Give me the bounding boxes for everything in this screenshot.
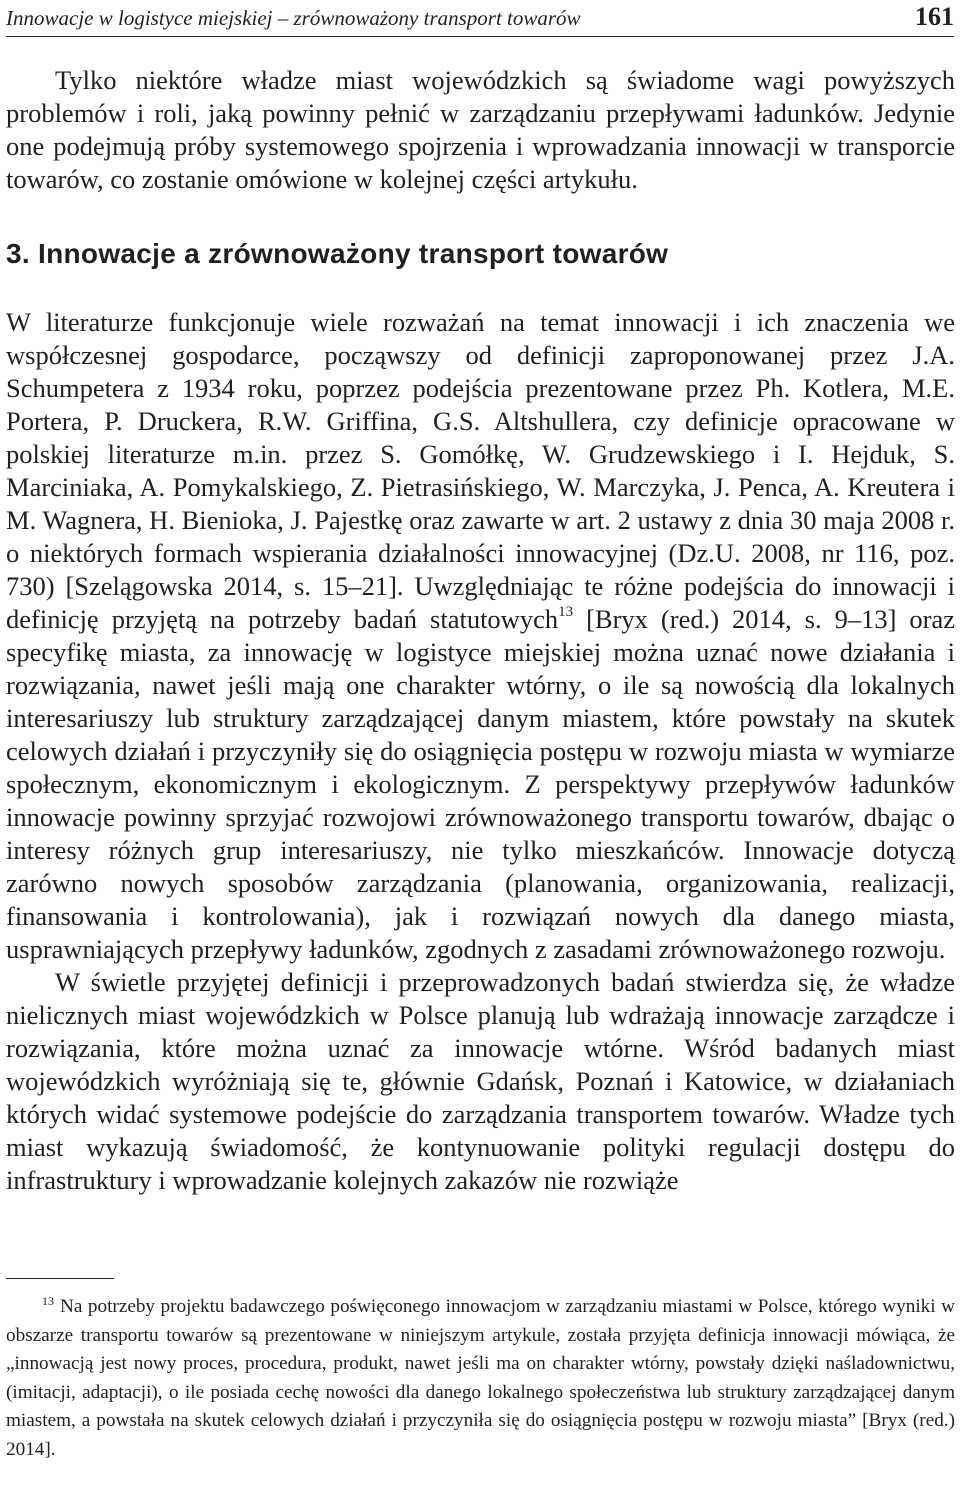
footnote-number: 13: [42, 1294, 54, 1308]
running-header-title: Innowacje w logistyce miejskiej – zrównoważony transport towarów: [6, 6, 581, 30]
section-heading: 3. Innowacje a zrównoważony transport towarów: [6, 238, 669, 269]
paragraph-findings: W świetle przyjętej definicji i przeprowadzonych badań stwierdza się, że władze nielicznych miast wojewódzkich w Polsce planują lub wdrażają innowacje zarządcze i rozwiązania, które można uznać za innowacje wtórne. Wśród badanych miast wojewódzkich wyróżniają się te, głównie Gdańsk, Poznań i Katowice, w działaniach których widać systemowe podejście do zarządzania transportem towarów. Władze tych miast wykazują świadomość, że kontynuowanie polityki regulacji dostępu do infrastruktury i wprowadzanie kolejnych zakazów nie rozwiąże: [6, 967, 955, 1195]
paragraph-literature-part2: [Bryx (red.) 2014, s. 9–13] oraz specyfikę miasta, za innowację w logistyce miejskiej można uznać nowe działania i rozwiązania, nawet jeśli mają one charakter wtórny, o ile są nowością dla lokalnych interesariuszy lub struktury zarządzającej danym miastem, które powstały na skutek celowych działań i przyczyniły się do osiągnięcia postępu w rozwoju miasta w wymiarze społecznym, ekonomicznym i ekologicznym. Z perspektywy przepływów ładunków innowacje powinny sprzyjać rozwojowi zrównoważonego transportu towarów, dbając o interesy różnych grup interesariuszy, nie tylko mieszkańców. Innowacje dotyczą zarówno nowych sposobów zarządzania (planowania, organizowania, realizacji, finansowania i kontrolowania), jak i rozwiązań nowych dla danego miasta, usprawniających przepływy ładunków, zgodnych z zasadami zrównoważonego rozwoju.: [6, 604, 956, 964]
paragraph-literature-part1: W literaturze funkcjonuje wiele rozważań na temat innowacji i ich znaczenia we współczesnej gospodarce, począwszy od definicji zaproponowanej przez J.A. Schumpetera z 1934 roku, poprzez podejścia prezentowane przez Ph. Kotlera, M.E. Portera, P. Druckera, R.W. Griffina, G.S. Altshullera, czy definicje opracowane w polskiej literaturze m.in. przez S. Gomółkę, W. Grudzewskiego i I. Hejduk, S. Marciniaka, A. Pomykalskiego, Z. Pietrasińskiego, W. Marczyka, J. Penca, A. Kreutera i M. Wagnera, H. Bienioka, J. Pajestkę oraz zawarte w art. 2 ustawy z dnia 30 maja 2008 r. o niektórych formach wspierania działalności innowacyjnej (Dz.U. 2008, nr 116, poz. 730) [Szelągowska 2014, s. 15–21]. Uwzględniając te różne podejścia do innowacji i definicję przyjętą na potrzeby badań statutowych: [6, 307, 955, 634]
paragraph-literature: [6, 306, 955, 966]
footnote-13: [6, 1293, 955, 1464]
footnote-reference[interactable]: 13: [558, 604, 574, 620]
footnotes: [6, 1293, 955, 1464]
main-text: [6, 64, 955, 1197]
paragraph-intro: Tylko niektóre władze miast wojewódzkich są świadome wagi powyższych problemów i roli, jaką powinny pełnić w zarządzaniu przepływami ładunków. Jedynie one podejmują próby systemowego spojrzenia i wprowadzania innowacji w transporcie towarów, co zostanie omówione w kolejnej części artykułu.: [6, 65, 955, 194]
footnote-divider: [6, 1278, 114, 1279]
footnote-text: Na potrzeby projektu badawczego poświęconego innowacjom w zarządzaniu miastami w Polsce, którego wyniki w obszarze transportu towarów są prezentowane w niniejszym artykule, została przyjęta definicja innowacji mówiąca, że „innowacją jest nowy proces, procedura, produkt, nawet jeśli ma on charakter wtórny, powstały dzięki naśladownictwu, (imitacji, adaptacji), o ile posiada cechę nowości dla danego lokalnego społeczeństwa lub struktury zarządzającej danym miastem, a powstała na skutek celowych działań i przyczyniła się do osiągnięcia postępu w rozwoju miasta” [Bryx (red.) 2014].: [6, 1296, 955, 1460]
page-number: 161: [915, 2, 954, 31]
running-header: [6, 0, 954, 37]
